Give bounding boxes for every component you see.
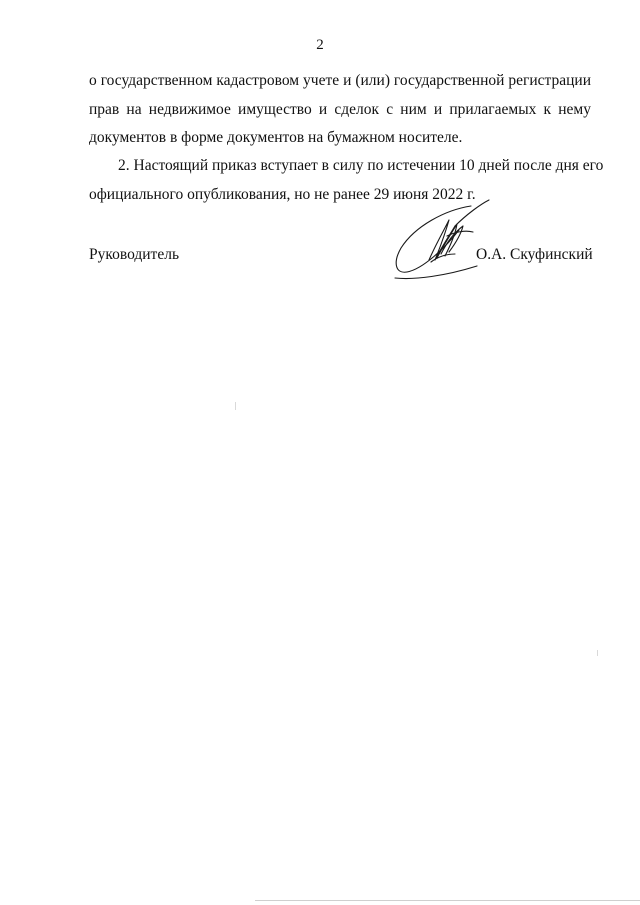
signer-name: О.А. Скуфинский bbox=[476, 246, 593, 263]
paragraph-1-line-1: о государственном кадастровом учете и (или) государственной регистрации bbox=[89, 72, 591, 89]
signer-title: Руководитель bbox=[89, 246, 180, 263]
paragraph-2-line-2: официального опубликования, но не ранее 29 июня 2022 г. bbox=[89, 186, 476, 203]
scan-edge-line bbox=[255, 900, 640, 901]
paragraph-2-line-1: 2. Настоящий приказ вступает в силу по истечении 10 дней после дня его bbox=[118, 157, 604, 174]
handwritten-signature-icon bbox=[385, 196, 500, 288]
scan-speck bbox=[235, 402, 236, 410]
paragraph-1-line-3: документов в форме документов на бумажном носителе. bbox=[89, 129, 463, 146]
paragraph-1-line-2: прав на недвижимое имущество и сделок с ним и прилагаемых к нему bbox=[89, 101, 591, 118]
scan-speck bbox=[597, 650, 598, 656]
page-number: 2 bbox=[316, 37, 324, 53]
